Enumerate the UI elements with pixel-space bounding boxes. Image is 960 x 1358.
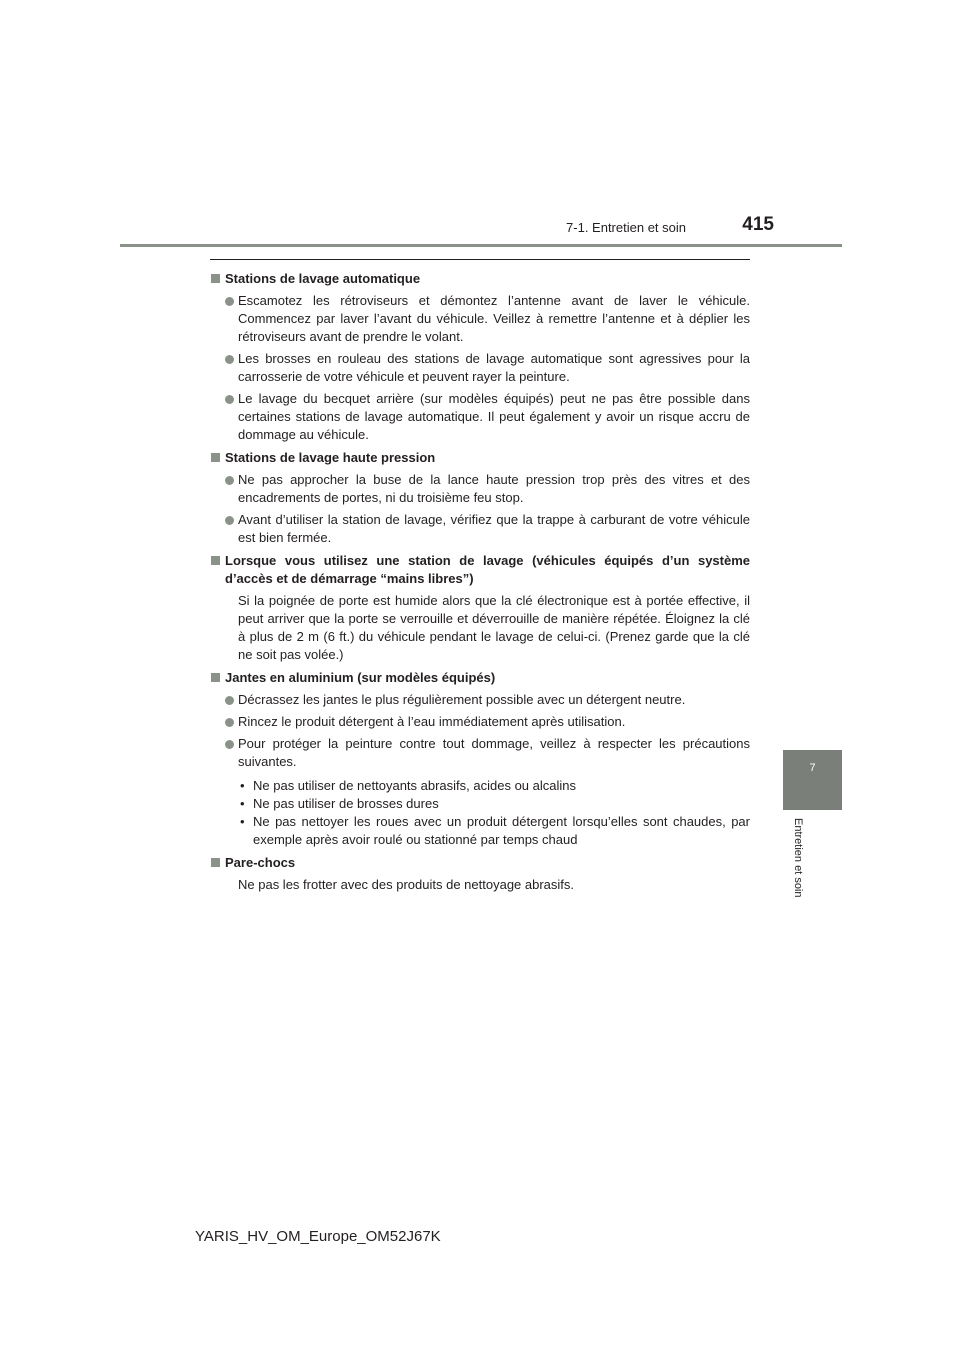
list-item-text: Rincez le produit détergent à l’eau immédiatement après utilisation. (238, 714, 626, 729)
section-smart-entry-wash (210, 552, 750, 664)
square-bullet-icon (211, 673, 220, 682)
circle-bullet-icon (225, 718, 234, 727)
section-paragraph: Si la poignée de porte est humide alors que la clé électronique est à portée effective, il peut arriver que la porte se verrouille et déverrouille de manière répétée. Éloignez la clé à plus de 2 m (6 ft.) du véhicule pendant le lavage de celui-ci. (Prenez garde que la clé ne soit pas volée.) (238, 593, 750, 662)
section-heading-text: Jantes en aluminium (sur modèles équipés) (225, 670, 496, 685)
list-item (210, 350, 750, 386)
dot-bullet-icon: • (240, 814, 245, 829)
section-heading-text: Pare-chocs (225, 855, 296, 870)
list-item (210, 292, 750, 346)
sub-list-item (238, 795, 750, 813)
section-heading (210, 270, 750, 288)
square-bullet-icon (211, 556, 220, 565)
circle-bullet-icon (225, 297, 234, 306)
section-bumpers (210, 854, 750, 894)
section-heading (210, 552, 750, 588)
section-heading-text: Stations de lavage haute pression (225, 450, 436, 465)
circle-bullet-icon (225, 516, 234, 525)
page-number: 415 (742, 214, 774, 235)
main-content (210, 259, 750, 899)
list-item-text: Décrassez les jantes le plus régulièrement possible avec un détergent neutre. (238, 692, 686, 707)
list-item-text: Le lavage du becquet arrière (sur modèles équipés) peut ne pas être possible dans certaines stations de lavage automatique. Il peut également y avoir un risque accru de dommage au véhicule. (238, 391, 750, 442)
circle-bullet-icon (225, 476, 234, 485)
square-bullet-icon (211, 274, 220, 283)
section-heading (210, 854, 750, 872)
square-bullet-icon (211, 453, 220, 462)
list-item-text: Ne pas approcher la buse de la lance haute pression trop près des vitres et des encadrements de portes, ni du troisième feu stop. (238, 472, 750, 505)
list-item-text: Les brosses en rouleau des stations de lavage automatique sont agressives pour la carrosserie de votre véhicule et peuvent rayer la peinture. (238, 351, 750, 384)
circle-bullet-icon (225, 696, 234, 705)
section-heading-text: Stations de lavage automatique (225, 271, 421, 286)
sub-list-item-text: Ne pas nettoyer les roues avec un produit détergent lorsqu’elles sont chaudes, par exemple après avoir roulé ou stationné par temps chaud (253, 814, 750, 847)
list-item (210, 471, 750, 507)
chapter-tab-number: 7 (809, 762, 816, 774)
header-divider (120, 244, 842, 247)
section-high-pressure-wash (210, 449, 750, 547)
list-item-text: Avant d’utiliser la station de lavage, vérifiez que la trappe à carburant de votre véhicule est bien fermée. (238, 512, 750, 545)
list-item-text: Pour protéger la peinture contre tout dommage, veillez à respecter les précautions suivantes. (238, 736, 750, 769)
list-item (210, 390, 750, 444)
section-heading (210, 669, 750, 687)
precaution-list (210, 777, 750, 849)
section-paragraph: Ne pas les frotter avec des produits de nettoyage abrasifs. (238, 877, 575, 892)
list-item (210, 511, 750, 547)
section-title: 7-1. Entretien et soin (566, 220, 686, 235)
circle-bullet-icon (225, 395, 234, 404)
sub-list-item-text: Ne pas utiliser de nettoyants abrasifs, acides ou alcalins (253, 778, 577, 793)
list-item (210, 713, 750, 731)
sub-list-item (238, 777, 750, 795)
sub-list-item-text: Ne pas utiliser de brosses dures (253, 796, 439, 811)
sub-list-item (238, 813, 750, 849)
section-automatic-car-wash (210, 270, 750, 444)
dot-bullet-icon: • (240, 796, 245, 811)
square-bullet-icon (211, 858, 220, 867)
chapter-tab (783, 750, 842, 810)
circle-bullet-icon (225, 740, 234, 749)
chapter-tab-label: Entretien et soin (792, 818, 804, 898)
section-aluminum-wheels (210, 669, 750, 849)
dot-bullet-icon: • (240, 778, 245, 793)
document-id: YARIS_HV_OM_Europe_OM52J67K (195, 1228, 441, 1245)
list-item-text: Escamotez les rétroviseurs et démontez l’antenne avant de laver le véhicule. Commencez par laver l’avant du véhicule. Veillez à remettre l’antenne et à déplier les rétroviseurs avant de prendre le volant. (238, 293, 750, 344)
section-heading-text: Lorsque vous utilisez une station de lavage (véhicules équipés d’un système d’accès et de démarrage “mains libres”) (225, 553, 750, 586)
list-item (210, 735, 750, 771)
list-item (210, 691, 750, 709)
circle-bullet-icon (225, 355, 234, 364)
section-heading (210, 449, 750, 467)
